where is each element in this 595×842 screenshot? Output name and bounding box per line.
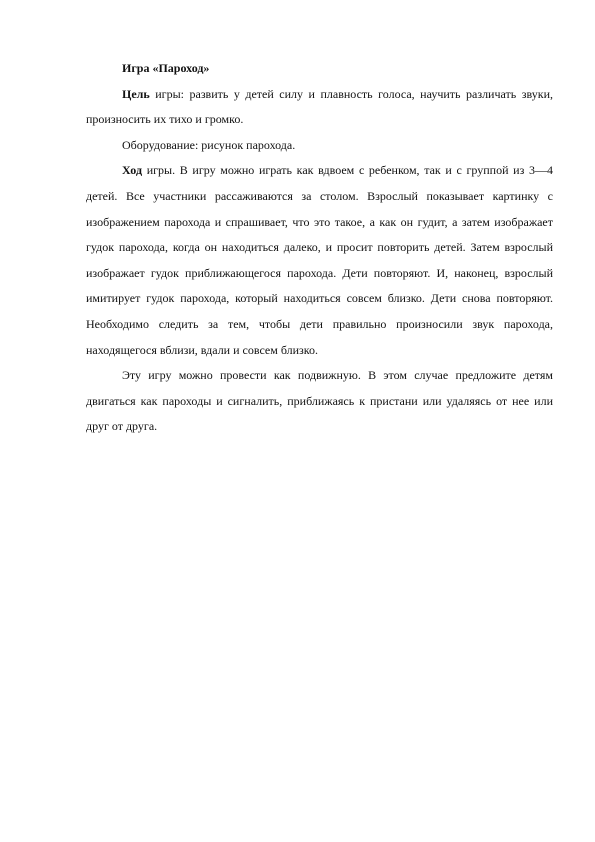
equipment-paragraph: Оборудование: рисунок парохода. xyxy=(122,137,296,152)
course-paragraph xyxy=(86,158,553,363)
course-text: игры. В игру можно играть как вдвоем с ребенком, так и с группой из 3—4 детей. Все участники рассаживаются за столом. Взрослый показывает картинку с изображением парохода и спрашивает, что это такое, а как он гудит, а затем изображает гудок парохода, когда он находиться далеко, и просит повторить детей. Затем взрослый изображает гудок приближающегося парохода. Дети повторяют. И, наконец, взрослый имитирует гудок парохода, который находиться совсем близко. Дети снова повторяют. Необходимо следить за тем, чтобы дети правильно произносили звук парохода, находящегося вблизи, вдали и совсем близко. xyxy=(86,163,553,357)
document-body xyxy=(86,56,553,440)
document-title: Игра «Пароход» xyxy=(122,61,210,75)
goal-paragraph xyxy=(86,82,553,133)
variant-paragraph: Эту игру можно провести как подвижную. В этом случае предложите детям двигаться как пароходы и сигналить, приближаясь к пристани или удаляясь от нее или друг от друга. xyxy=(86,368,553,434)
goal-label: Цель xyxy=(122,86,150,101)
goal-text: игры: развить у детей силу и плавность голоса, научить различать звуки, произносить их тихо и громко. xyxy=(86,86,553,127)
course-label: Ход xyxy=(122,163,143,178)
